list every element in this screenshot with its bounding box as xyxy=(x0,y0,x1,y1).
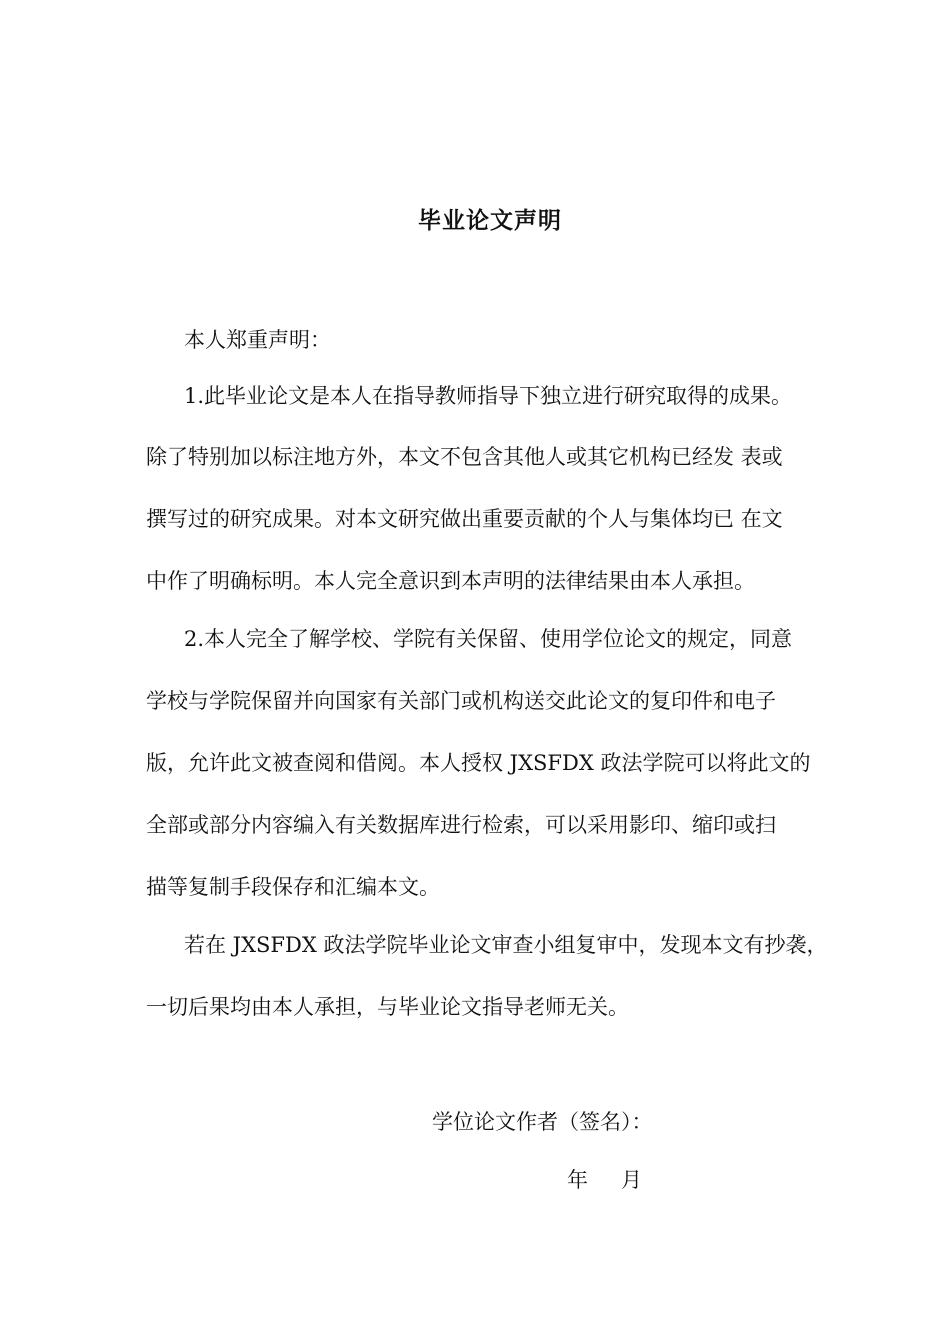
paragraph1-line-1: 1.此毕业论文是本人在指导教师指导下独立进行研究取得的成果。 xyxy=(184,384,793,408)
paragraph2-line-3: 版，允许此文被查阅和借阅。本人授权 JXSFDX 政法学院可以将此文的 xyxy=(146,751,811,775)
document-title: 毕业论文声明 xyxy=(418,208,562,234)
paragraph1-line-4: 中作了明确标明。本人完全意识到本声明的法律结果由本人承担。 xyxy=(146,569,755,593)
signature-label: 学位论文作者（签名）： xyxy=(432,1110,653,1134)
paragraph1-line-3: 撰写过的研究成果。对本文研究做出重要贡献的个人与集体均已 在文 xyxy=(146,507,783,531)
paragraph2-line-4: 全部或部分内容编入有关数据库进行检索，可以采用影印、缩印或扫 xyxy=(146,813,776,837)
date-month-label: 月 xyxy=(621,1168,642,1192)
paragraph2-line-1: 2.本人完全了解学校、学院有关保留、使用学位论文的规定，同意 xyxy=(184,627,793,651)
paragraph3-line-1: 若在 JXSFDX 政法学院毕业论文审查小组复审中，发现本文有抄袭， xyxy=(184,933,828,957)
paragraph3-line-2: 一切后果均由本人承担，与毕业论文指导老师无关。 xyxy=(146,995,629,1019)
paragraph2-line-5: 描等复制手段保存和汇编本文。 xyxy=(146,875,440,899)
paragraph1-line-2: 除了特别加以标注地方外，本文不包含其他人或其它机构已经发 表或 xyxy=(146,445,783,469)
intro-line: 本人郑重声明： xyxy=(184,328,331,352)
date-year-label: 年 xyxy=(567,1168,588,1192)
paragraph2-line-2: 学校与学院保留并向国家有关部门或机构送交此论文的复印件和电子 xyxy=(146,689,776,713)
